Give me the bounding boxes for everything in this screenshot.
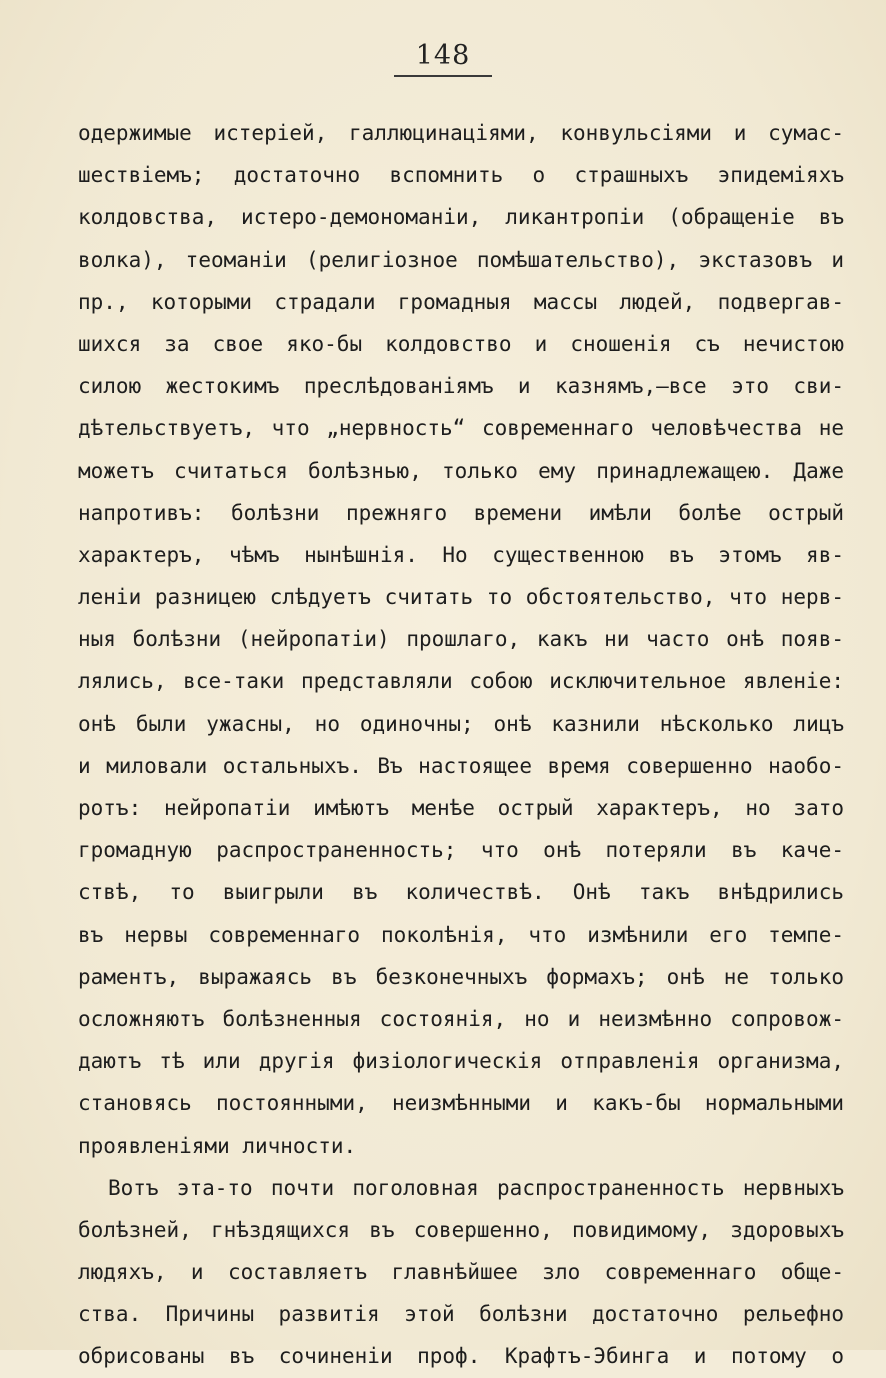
text-line: шествіемъ; достаточно вспомнить о страшныхъ эпидеміяхъ <box>78 163 844 188</box>
text-line: дѣтельствуетъ, что „нервность“ современнаго человѣчества не <box>78 416 844 441</box>
text-line: напротивъ: болѣзни прежняго времени имѣли болѣе острый <box>78 500 844 525</box>
text-line: болѣзней, гнѣздящихся въ совершенно, повидимому, здоровыхъ <box>78 1217 844 1242</box>
text-line: и миловали остальныхъ. Въ настоящее время совершенно наобо- <box>78 753 844 778</box>
text-line: волка), теоманіи (религіозное помѣшательство), экстазовъ и <box>78 247 844 272</box>
header-rule <box>394 75 492 77</box>
text-line: осложняютъ болѣзненныя состоянія, но и неизмѣнно сопровож- <box>78 1006 844 1031</box>
text-line: громадную распространенность; что онѣ потеряли въ каче- <box>78 838 844 863</box>
text-line: шихся за свое яко-бы колдовство и сношенія съ нечистою <box>78 331 844 356</box>
text-line: раментъ, выражаясь въ безконечныхъ формахъ; онѣ не только <box>78 964 844 989</box>
text-line-paragraph-end: проявленіями личности. <box>78 1133 357 1158</box>
text-line: становясь постоянными, неизмѣнными и какъ-бы нормальными <box>78 1091 844 1116</box>
text-line: пр., которыми страдали громадныя массы людей, подвергав- <box>78 289 844 314</box>
text-line: въ нервы современнаго поколѣнія, что измѣнили его темпе- <box>78 922 844 947</box>
text-line: ныя болѣзни (нейропатіи) прошлаго, какъ ни часто онѣ появ- <box>78 627 844 652</box>
text-line: леніи разницею слѣдуетъ считать то обстоятельство, что нерв- <box>78 585 844 610</box>
text-line: ства. Причины развитія этой болѣзни достаточно рельефно <box>78 1302 844 1327</box>
text-line: ротъ: нейропатіи имѣютъ менѣе острый характеръ, но зато <box>78 796 844 820</box>
text-line: колдовства, истеро-демономаніи, ликантропіи (обращеніе въ <box>78 205 844 230</box>
page-number: 148 <box>415 40 471 71</box>
text-line: людяхъ, и составляетъ главнѣйшее зло современнаго обще- <box>78 1260 844 1285</box>
text-line: онѣ были ужасны, но одиночны; онѣ казнили нѣсколько лицъ <box>78 711 844 736</box>
text-line: можетъ считаться болѣзнью, только ему принадлежащею. Даже <box>78 458 844 483</box>
text-line: одержимые истеріей, галлюцинаціями, конвульсіями и сумас- <box>78 121 844 145</box>
text-line-paragraph-start: Вотъ эта-то почти поголовная распространенность нервныхъ <box>108 1175 844 1200</box>
text-line: лялись, все-таки представляли собою исключительное явленіе: <box>78 669 844 694</box>
text-line: даютъ тѣ или другія физіологическія отправленія организма, <box>78 1049 844 1074</box>
text-line: обрисованы въ сочиненіи проф. Крафтъ-Эбинга и потому о <box>78 1344 844 1369</box>
text-line: характеръ, чѣмъ нынѣшнія. Но существенною въ этомъ яв- <box>78 542 844 567</box>
text-line: силою жестокимъ преслѣдованіямъ и казнямъ,—все это сви- <box>78 374 844 399</box>
text-line: ствѣ, то выигрыли въ количествѣ. Онѣ такъ внѣдрились <box>78 880 844 905</box>
text-body <box>78 112 844 1378</box>
